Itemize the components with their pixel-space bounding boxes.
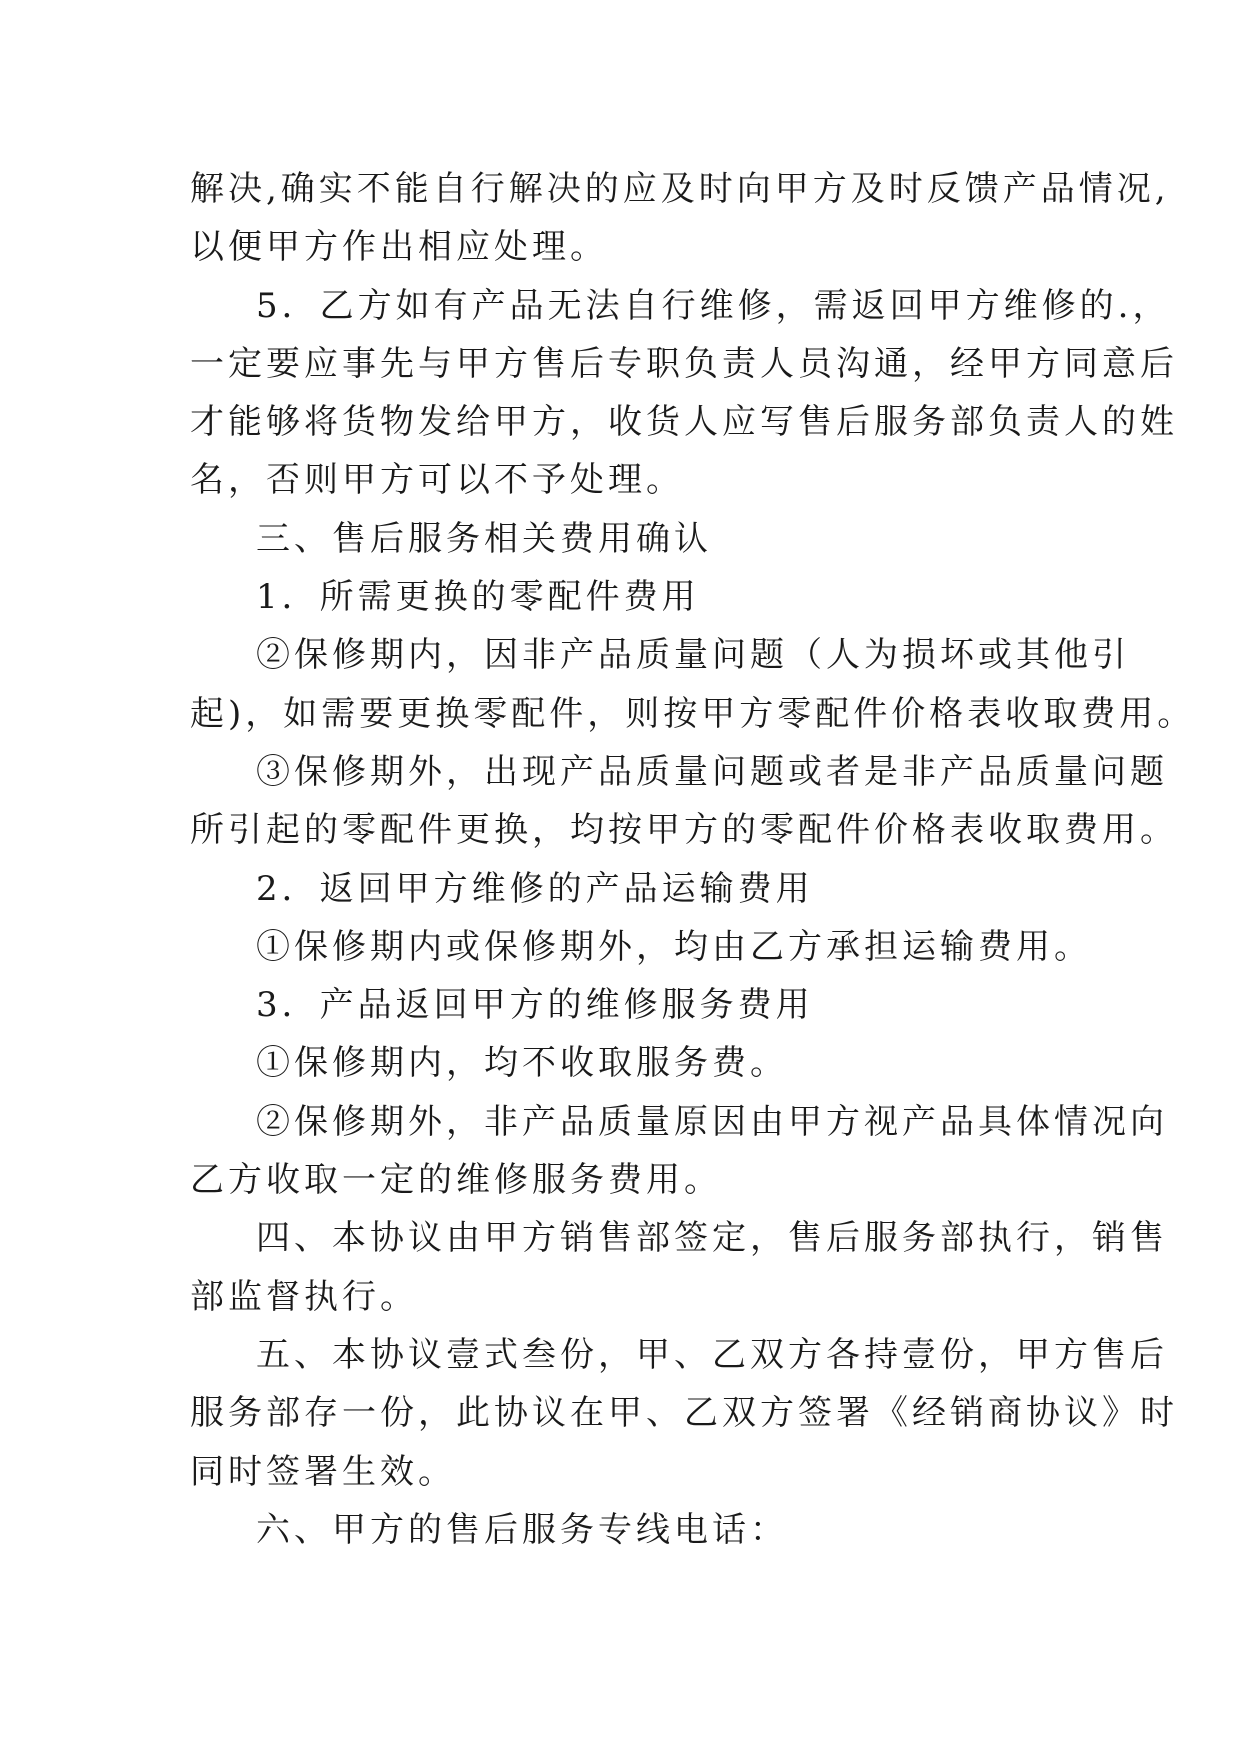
section-heading: 四、本协议由甲方销售部签定，售后服务部执行，销售 [256,1218,1168,1259]
text-line: 5．乙方如有产品无法自行维修，需返回甲方维修的.， [256,285,1171,326]
text-line: 解决,确实不能自行解决的应及时向甲方及时反馈产品情况, [190,169,1170,209]
text-line: 同时签署生效。 [190,1451,456,1492]
text-line: ③保修期外，出现产品质量问题或者是非产品质量问题 [256,751,1168,792]
text-line: 一定要应事先与甲方售后专职负责人员沟通，经甲方同意后 [190,343,1178,384]
section-heading: 五、本协议壹式叁份，甲、乙双方各持壹份，甲方售后 [256,1334,1168,1375]
text-line: ②保修期外，非产品质量原因由甲方视产品具体情况向 [256,1101,1168,1142]
text-line: 起)，如需要更换零配件，则按甲方零配件价格表收取费用。 [190,693,1196,734]
text-line: ①保修期内，均不收取服务费。 [256,1043,788,1084]
subsection-heading: 1．所需更换的零配件费用 [256,577,700,618]
text-line: 部监督执行。 [190,1276,418,1317]
subsection-heading: 3．产品返回甲方的维修服务费用 [256,985,814,1026]
subsection-heading: 2．返回甲方维修的产品运输费用 [256,868,814,909]
text-line: 服务部存一份，此协议在甲、乙双方签署《经销商协议》时 [190,1393,1178,1434]
text-line: 才能够将货物发给甲方，收货人应写售后服务部负责人的姓 [190,402,1178,443]
text-line: 所引起的零配件更换，均按甲方的零配件价格表收取费用。 [190,810,1178,851]
text-line: ②保修期内，因非产品质量问题（人为损坏或其他引 [256,635,1130,676]
document-body [190,160,1196,1559]
text-line: 乙方收取一定的维修服务费用。 [190,1160,722,1201]
text-line: ①保修期内或保修期外，均由乙方承担运输费用。 [256,926,1092,967]
text-line: 以便甲方作出相应处理。 [190,227,608,268]
section-heading: 三、售后服务相关费用确认 [256,518,712,559]
section-heading: 六、甲方的售后服务专线电话： [256,1509,788,1550]
text-line: 名，否则甲方可以不予处理。 [190,460,684,501]
